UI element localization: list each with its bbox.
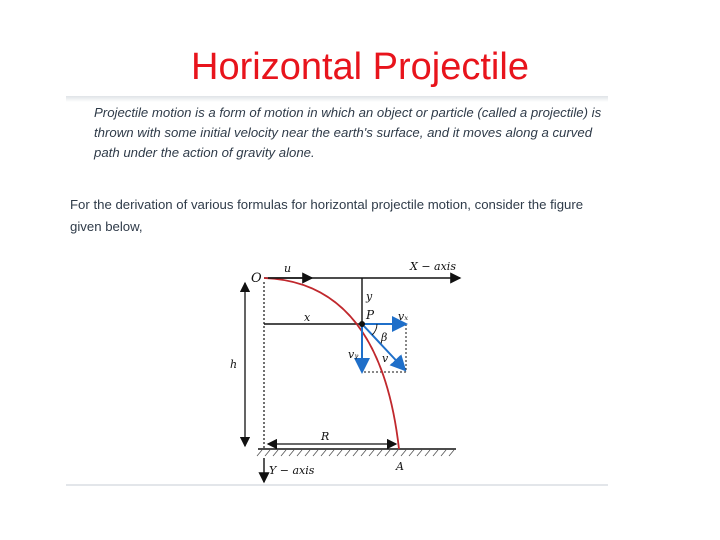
projectile-definition-text: Projectile motion is a form of motion in which an object or particle (called a projectile) is thrown with some initial velocity near the earth's surface, and it moves along a curved path under the action of gravity alone. [94, 105, 602, 160]
label-angle: β [381, 331, 388, 344]
label-origin: O [251, 271, 262, 286]
point-p-marker [359, 321, 365, 327]
label-y-axis: Y − axis [269, 464, 315, 477]
label-u: u [284, 262, 292, 275]
label-v: v [382, 352, 389, 365]
label-x-distance: x [304, 311, 311, 324]
label-vx: vₓ [398, 310, 409, 323]
derivation-intro-text: For the derivation of various formulas for horizontal projectile motion, consider the figure given below, [70, 197, 584, 234]
label-y-distance: y [366, 290, 373, 303]
label-r: R [321, 430, 330, 443]
angle-arc [372, 324, 377, 335]
label-vy: vᵧ [348, 348, 359, 361]
label-x-axis: X − axis [410, 260, 456, 273]
label-a: A [396, 460, 404, 473]
slide-title: Horizontal Projectile [191, 46, 529, 88]
ground-hatching [257, 449, 456, 456]
label-h: h [230, 358, 238, 371]
label-p: P [366, 308, 375, 322]
trajectory-curve [264, 278, 399, 449]
